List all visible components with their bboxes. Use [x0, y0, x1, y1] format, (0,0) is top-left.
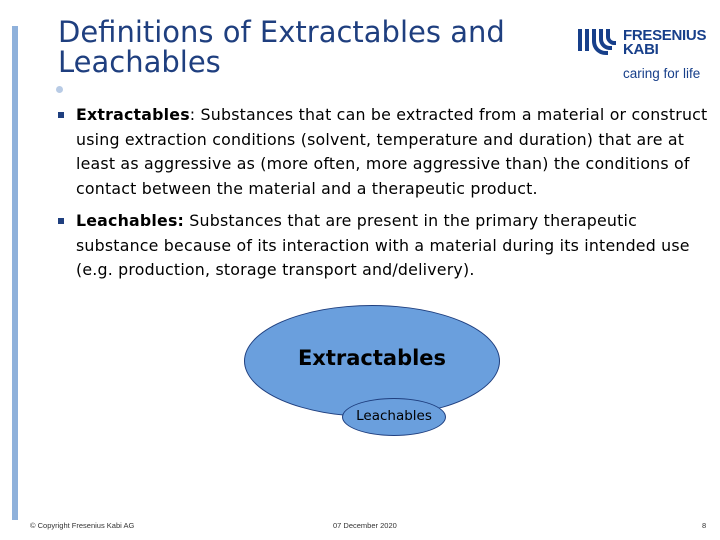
bullet-term: Extractables	[76, 105, 190, 124]
fresenius-kabi-logo	[576, 22, 711, 82]
bullet-term: Leachables:	[76, 211, 185, 230]
bullet-marker-icon	[58, 112, 64, 118]
title-dot	[56, 86, 63, 93]
leachables-label: Leachables	[356, 408, 432, 424]
left-accent-bar	[12, 26, 18, 520]
definition-list	[58, 103, 708, 291]
bullet-body: Substances that are present in the primary therapeutic substance because of its interaction with a material during its intended use (e.g. production, storage transport and/delivery).	[76, 211, 690, 279]
bullet-leachables	[58, 209, 708, 283]
footer-page-number: 8	[702, 521, 707, 530]
logo-tagline: caring for life	[623, 66, 701, 81]
logo-mark-icon	[576, 25, 620, 59]
logo-brand-name: FRESENIUS KABI	[623, 27, 707, 58]
bullet-body: : Substances that can be extracted from a material or construct using extraction conditions (solvent, temperature and duration) that are at least as aggressive as (more often, more aggressive than) the conditions of contact between the material and a therapeutic product.	[76, 105, 708, 198]
extractables-label: Extractables	[297, 346, 447, 370]
footer-copyright: © Copyright Fresenius Kabi AG	[30, 521, 135, 530]
slide-title: Definitions of Extractables and Leachables	[58, 15, 505, 79]
footer-date: 07 December 2020	[333, 521, 397, 530]
extractables-leachables-diagram	[244, 305, 504, 435]
bullet-extractables	[58, 103, 708, 201]
bullet-marker-icon	[58, 218, 64, 224]
